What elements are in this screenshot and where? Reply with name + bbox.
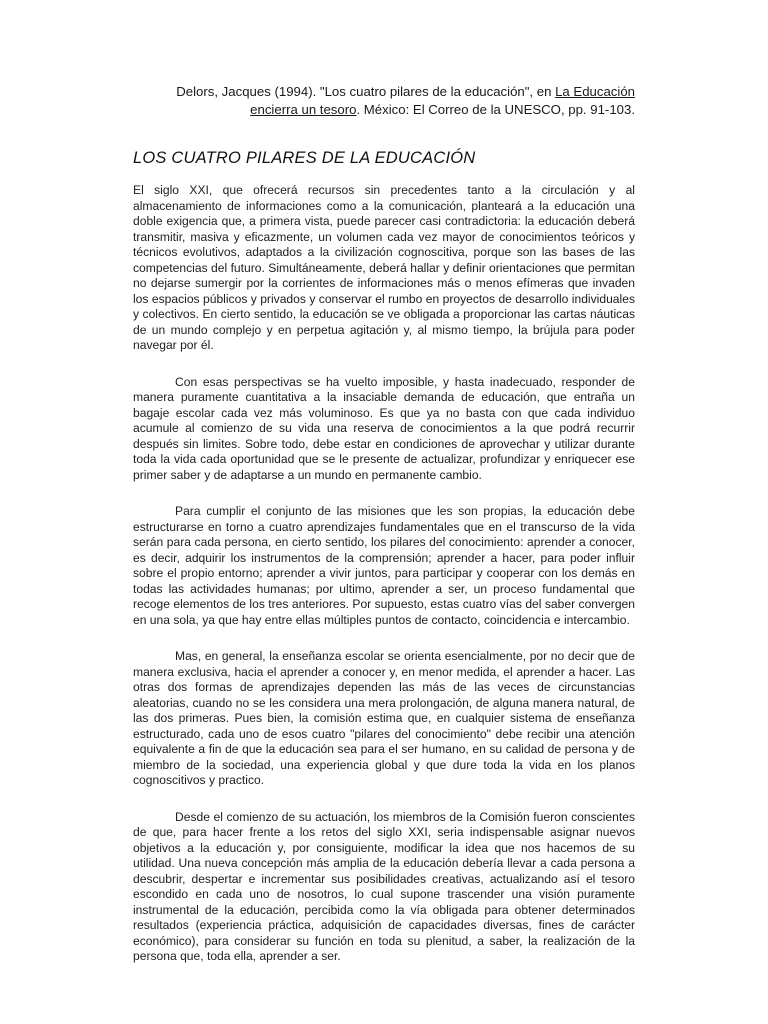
book-title-link: La Educación encierra un tesoro [250, 84, 635, 117]
paragraph-3: Para cumplir el conjunto de las misiones que les son propias, la educación debe estructurarse en torno a cuatro aprendizajes fundamentales que en el transcurso de la vida serán para cada persona, en cierto sentido, los pilares del conocimiento: aprender a conocer, es decir, adquirir los instrumentos de la comprensión; aprender a hacer, para poder influir sobre el propio entorno; aprender a vivir juntos, para participar y cooperar con los demás en todas las actividades humanas; por ultimo, aprender a ser, un proceso fundamental que recoge elementos de los tres anteriores. Por supuesto, estas cuatro vías del saber convergen en una sola, ya que hay entre ellas múltiples puntos de contacto, coincidencia e intercambio. [133, 504, 635, 627]
document-body [133, 183, 635, 986]
paragraph-1: El siglo XXI, que ofrecerá recursos sin precedentes tanto a la circulación y al almacenamiento de informaciones como a la comunicación, planteará a la educación una doble exigencia que, a primera vista, puede parecer casi contradictoria: la educación deberá transmitir, masiva y eficazmente, un volumen cada vez mayor de conocimientos teóricos y técnicos evolutivos, adaptados a la civilización cognoscitiva, porque son las bases de las competencias del futuro. Simultáneamente, deberá hallar y definir orientaciones que permitan no dejarse sumergir por la corrientes de informaciones más o menos efímeras que invaden los espacios públicos y privados y conservar el rumbo en proyectos de desarrollo individuales y colectivos. En cierto sentido, la educación se ve obligada a proporcionar las cartas náuticas de un mundo complejo y en perpetua agitación y, al mismo tiempo, la brújula para poder navegar por él. [133, 183, 635, 352]
citation [130, 83, 635, 119]
document-title: LOS CUATRO PILARES DE LA EDUCACIÓN [133, 149, 476, 167]
citation-author-text: Delors, Jacques (1994). "Los cuatro pilares de la educación", en [176, 84, 556, 99]
paragraph-2: Con esas perspectivas se ha vuelto imposible, y hasta inadecuado, responder de manera puramente cuantitativa a la insaciable demanda de educación, que entraña un bagaje escolar cada vez más voluminoso. Es que ya no basta con que cada individuo acumule al comienzo de su vida una reserva de conocimientos a la que podrá recurrir después sin limites. Sobre todo, debe estar en condiciones de aprovechar y utilizar durante toda la vida cada oportunidad que se le presente de actualizar, profundizar y enriquecer ese primer saber y de adaptarse a un mundo en permanente cambio. [133, 374, 635, 482]
paragraph-5: Desde el comienzo de su actuación, los miembros de la Comisión fueron conscientes de que, para hacer frente a los retos del siglo XXI, seria indispensable asignar nuevos objetivos a la educación y, por consiguiente, modificar la idea que nos hacemos de su utilidad. Una nueva concepción más amplia de la educación debería llevar a cada persona a descubrir, despertar e incrementar sus posibilidades creativas, actualizando así el tesoro escondido en cada uno de nosotros, lo cual supone trascender una visión puramente instrumental de la educación, percibida como la vía obligada para obtener determinados resultados (experiencia práctica, adquisición de capacidades diversas, fines de carácter económico), para considerar su función en toda su plenitud, a saber, la realización de la persona que, toda ella, aprender a ser. [133, 809, 635, 963]
citation-publisher-text: . México: El Correo de la UNESCO, pp. 91-103. [356, 102, 635, 117]
paragraph-4: Mas, en general, la enseñanza escolar se orienta esencialmente, por no decir que de manera exclusiva, hacia el aprender a conocer y, en menor medida, el aprender a hacer. Las otras dos formas de aprendizajes dependen las más de las veces de circunstancias aleatorias, cuando no se les considera una mera prolongación, de alguna manera natural, de las dos primeras. Pues bien, la comisión estima que, en cualquier sistema de enseñanza estructurado, cada uno de esos cuatro "pilares del conocimiento" debe recibir una atención equivalente a fin de que la educación sea para el ser humano, en su calidad de persona y de miembro de la sociedad, una experiencia global y que dure toda la vida en los planos cognoscitivos y practico. [133, 649, 635, 787]
